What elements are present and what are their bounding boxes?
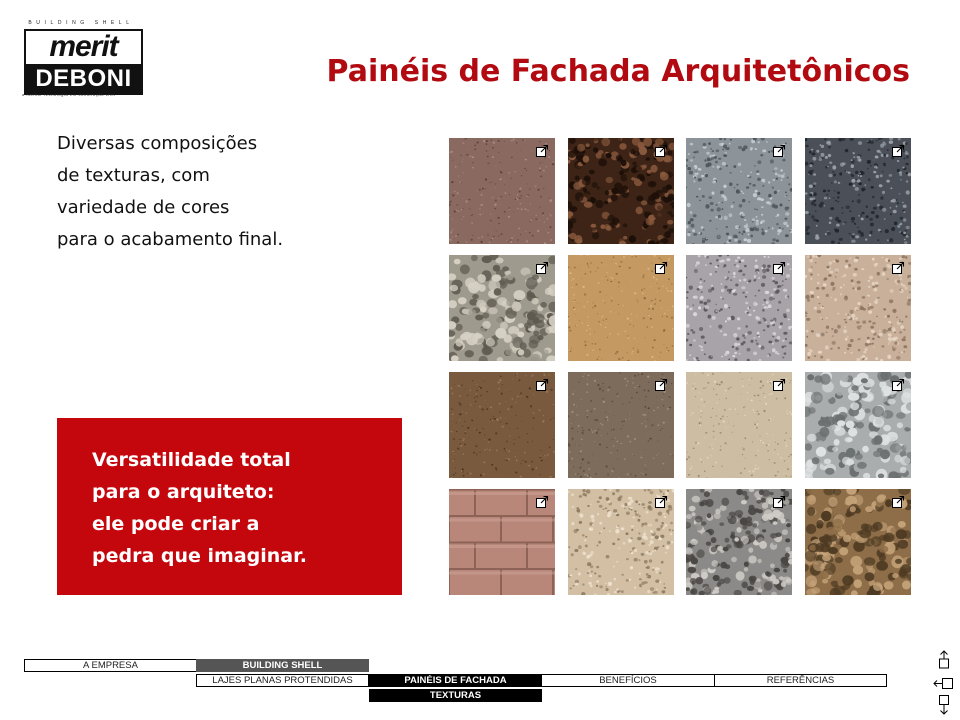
expand-icon[interactable] [772, 144, 786, 158]
down-arrow-icon[interactable] [937, 694, 951, 716]
texture-tile[interactable] [449, 489, 555, 595]
texture-tile[interactable] [449, 372, 555, 478]
up-arrow-icon[interactable] [937, 650, 951, 670]
expand-icon[interactable] [654, 378, 668, 392]
expand-icon[interactable] [535, 378, 549, 392]
logo-tagline-top: BUILDING SHELL [28, 20, 134, 26]
texture-tile[interactable] [568, 489, 674, 595]
intro-line: variedade de cores [57, 197, 230, 218]
callout-box [57, 418, 402, 595]
nav-building-shell[interactable]: BUILDING SHELL [196, 659, 369, 672]
expand-icon[interactable] [535, 144, 549, 158]
texture-tile[interactable] [568, 255, 674, 361]
callout-line: pedra que imaginar. [92, 545, 307, 567]
texture-tile[interactable] [805, 255, 911, 361]
callout-line: para o arquiteto: [92, 481, 275, 503]
texture-tile[interactable] [805, 372, 911, 478]
bottom-navigation [24, 659, 887, 704]
texture-tile[interactable] [449, 138, 555, 244]
texture-tile[interactable] [568, 138, 674, 244]
texture-tile[interactable] [686, 255, 792, 361]
nav-paineis-de-fachada[interactable]: PAINÉIS DE FACHADA [369, 674, 542, 687]
texture-tile[interactable] [805, 489, 911, 595]
nav-referencias[interactable]: REFERÊNCIAS [714, 674, 887, 687]
callout-line: ele pode criar a [92, 513, 260, 535]
texture-tile[interactable] [805, 138, 911, 244]
nav-a-empresa[interactable]: A EMPRESA [24, 659, 197, 672]
side-navigation [932, 650, 956, 716]
expand-icon[interactable] [654, 495, 668, 509]
texture-tile[interactable] [449, 255, 555, 361]
texture-tile[interactable] [686, 489, 792, 595]
intro-line: Diversas composições [57, 133, 258, 154]
expand-icon[interactable] [772, 261, 786, 275]
texture-tile[interactable] [686, 138, 792, 244]
logo-brand-top: merit [49, 30, 118, 63]
intro-line: para o acabamento final. [57, 229, 284, 250]
logo-brand-bottom: DEBONI [26, 64, 141, 93]
expand-icon[interactable] [654, 144, 668, 158]
intro-line: de texturas, com [57, 165, 210, 186]
intro-text [57, 128, 357, 256]
expand-icon[interactable] [535, 261, 549, 275]
expand-icon[interactable] [891, 378, 905, 392]
expand-icon[interactable] [772, 495, 786, 509]
texture-tile[interactable] [568, 372, 674, 478]
nav-texturas[interactable]: TEXTURAS [369, 689, 542, 702]
logo-box [24, 29, 143, 95]
page-title: Painéis de Fachada Arquitetônicos [326, 54, 910, 89]
expand-icon[interactable] [772, 378, 786, 392]
expand-icon[interactable] [535, 495, 549, 509]
expand-icon[interactable] [654, 261, 668, 275]
texture-grid [449, 138, 911, 595]
expand-icon[interactable] [891, 144, 905, 158]
callout-line: Versatilidade total [92, 449, 291, 471]
nav-beneficios[interactable]: BENEFÍCIOS [541, 674, 715, 687]
expand-icon[interactable] [891, 495, 905, 509]
nav-lajes-planas-protendidas[interactable]: LAJES PLANAS PROTENDIDAS [196, 674, 369, 687]
callout-text [92, 444, 392, 572]
logo-tagline-bottom: a melhor tecnologia em construção civil [22, 92, 116, 97]
texture-tile[interactable] [686, 372, 792, 478]
logo [22, 20, 142, 96]
expand-icon[interactable] [891, 261, 905, 275]
back-arrow-icon[interactable] [932, 674, 956, 692]
